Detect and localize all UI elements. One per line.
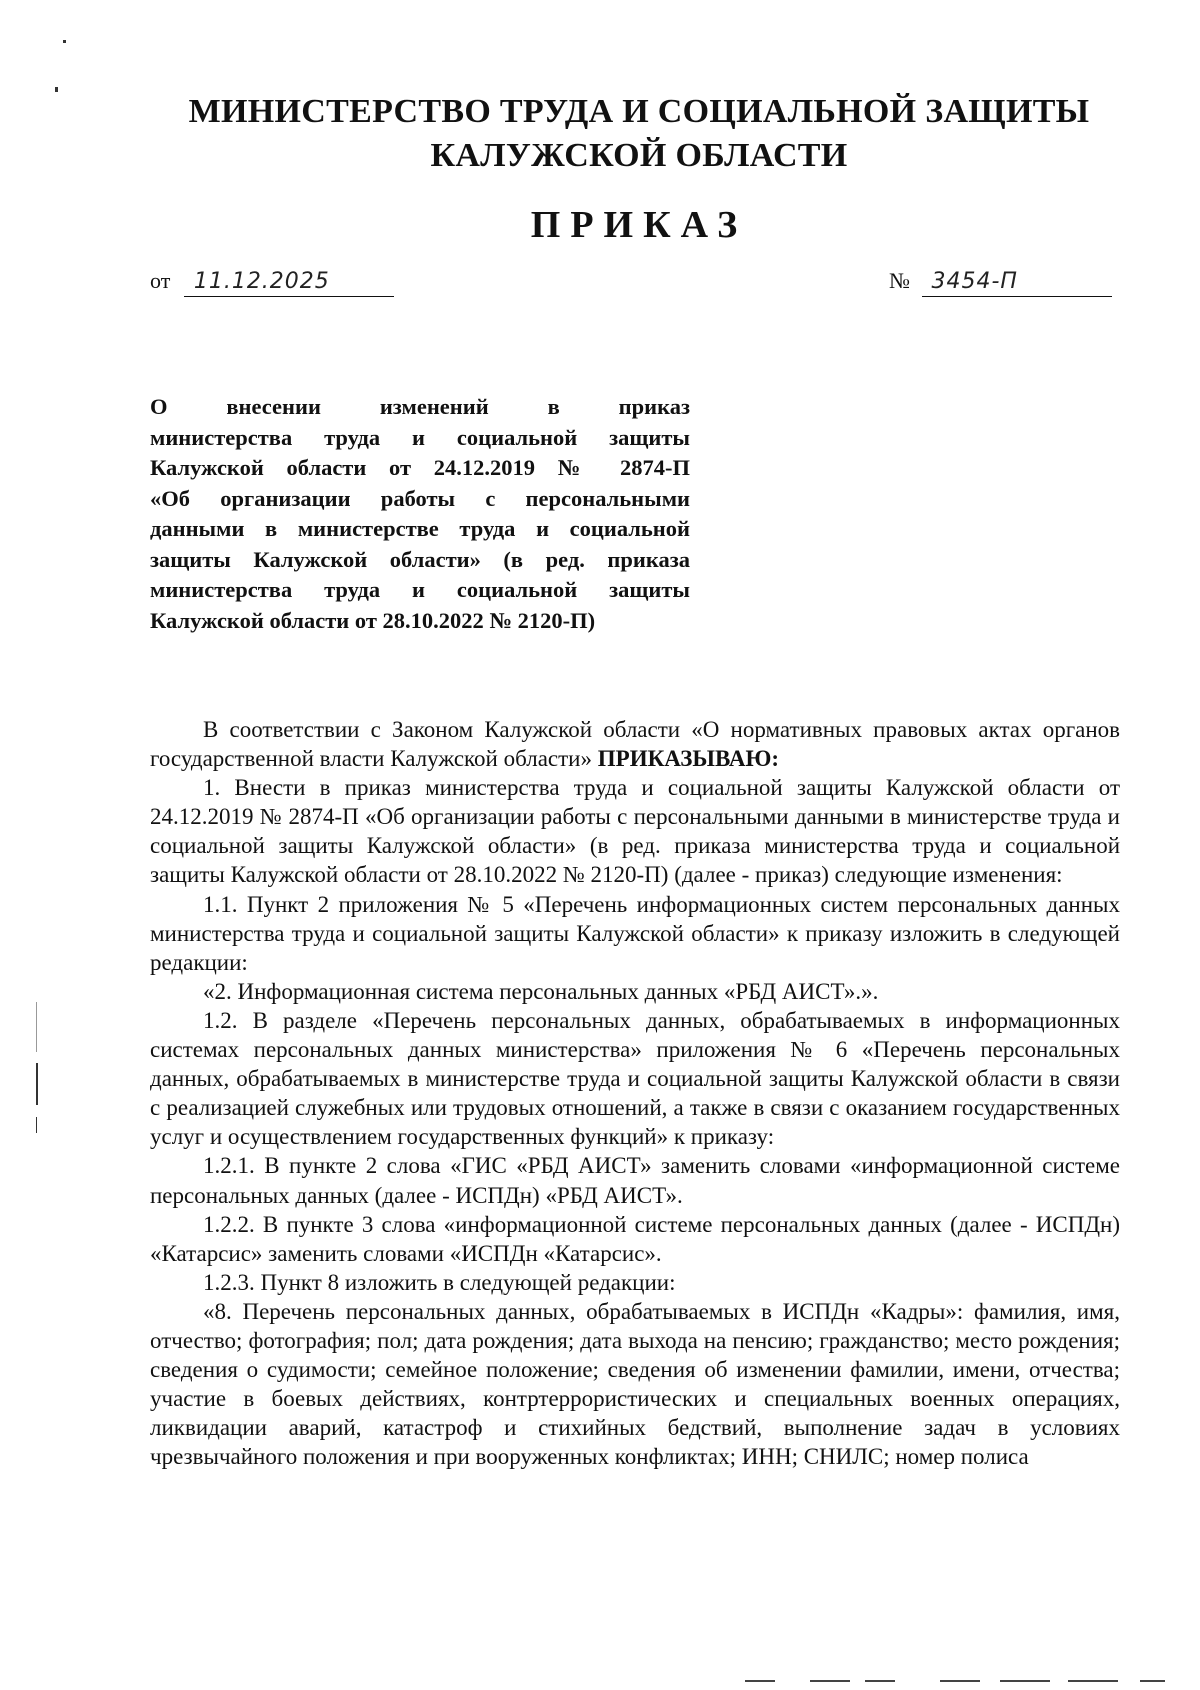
subject-line: Калужской области от 24.12.2019 № 2874-П (150, 455, 690, 480)
scan-mark (63, 40, 66, 43)
number-value: 3454-П (922, 269, 1112, 297)
scan-mark (1140, 1680, 1165, 1682)
date-field (150, 268, 394, 297)
body-paragraph: 1.2.3. Пункт 8 изложить в следующей редакции: (203, 1269, 676, 1295)
body-paragraph: 1. Внести в приказ министерства труда и социальной защиты Калужской области от 24.12.2019 № 2874-П «Об организации работы с персональными данными в министерстве труда и социальной защиты Калужской области» (в ред. приказа министерства труда и социальной защиты Калужской области от 28.10.2022 № 2120-П) (далее - приказ) следующие изменения: (150, 775, 1120, 888)
document-body (150, 715, 1120, 1471)
body-paragraph: 1.2.2. В пункте 3 слова «информационной системе персональных данных (далее - ИСПДн) «Катарсис» заменить словами «ИСПДн «Катарсис». (150, 1211, 1120, 1266)
intro-text: В соответствии с Законом Калужской области «О нормативных правовых актах органов государственной власти Калужской области» (150, 717, 1120, 772)
body-paragraph: «8. Перечень персональных данных, обрабатываемых в ИСПДн «Кадры»: фамилия, имя, отчество; фотография; пол; дата рождения; дата выхода на пенсию; гражданство; место рождения; сведения о судимости; семейное положение; сведения об изменении фамилии, имени, отчества; участие в боевых действиях, контртеррористических и специальных военных операциях, ликвидации аварий, катастроф и стихийных бедствий, выполнение задач в условиях чрезвычайного положения и при вооруженных конфликтах; ИНН; СНИЛС; номер полиса (150, 1298, 1120, 1470)
date-value: 11.12.2025 (184, 269, 394, 297)
ministry-title-line2: КАЛУЖСКОЙ ОБЛАСТИ (430, 137, 848, 174)
subject-line: О внесении изменений в приказ (150, 394, 690, 419)
subject-line: министерства труда и социальной защиты (150, 577, 690, 602)
subject-line: министерства труда и социальной защиты (150, 424, 690, 450)
number-field (889, 268, 1112, 297)
scan-mark (865, 1680, 895, 1682)
number-prefix: № (889, 268, 910, 293)
scan-mark (36, 1117, 37, 1133)
body-paragraph: «2. Информационная система персональных данных «РБД АИСТ».». (203, 978, 879, 1004)
subject-line: Калужской области от 28.10.2022 № 2120-П) (150, 607, 596, 633)
scan-mark (36, 1002, 37, 1052)
date-prefix: от (150, 268, 171, 293)
scan-mark (810, 1680, 850, 1682)
ministry-title-line1: МИНИСТЕРСТВО ТРУДА И СОЦИАЛЬНОЙ ЗАЩИТЫ (188, 93, 1090, 130)
scan-mark (1000, 1680, 1050, 1682)
body-paragraph: 1.1. Пункт 2 приложения № 5 «Перечень информационных систем персональных данных министерства труда и социальной защиты Калужской области» к приказу изложить в следующей редакции: (150, 891, 1120, 975)
ministry-title (120, 90, 1158, 178)
body-paragraph: 1.2. В разделе «Перечень персональных данных, обрабатываемых в информационных системах персональных данных министерства» приложения № 6 «Перечень персональных данных, обрабатываемых в министерстве труда и социальной защиты Калужской области в связи с реализацией служебных или трудовых отношений, а также в связи с оказанием государственных услуг и осуществлением государственных функций» к приказу: (150, 1007, 1120, 1150)
subject-line: защиты Калужской области» (в ред. приказа (150, 546, 690, 572)
scan-mark (745, 1680, 775, 1682)
document-subject (150, 392, 690, 636)
scan-mark (36, 1063, 38, 1105)
scan-mark (55, 87, 58, 92)
scan-mark (940, 1680, 980, 1682)
order-command: ПРИКАЗЫВАЮ: (597, 746, 780, 772)
subject-line: «Об организации работы с персональными (150, 485, 690, 511)
scan-mark (1068, 1680, 1118, 1682)
body-paragraph: 1.2.1. В пункте 2 слова «ГИС «РБД АИСТ» заменить словами «информационной системе персональных данных (далее - ИСПДн) «РБД АИСТ». (150, 1153, 1120, 1208)
subject-line: данными в министерстве труда и социальной (150, 516, 690, 541)
intro-paragraph (150, 715, 1120, 773)
document-type: ПРИКАЗ (530, 204, 748, 246)
